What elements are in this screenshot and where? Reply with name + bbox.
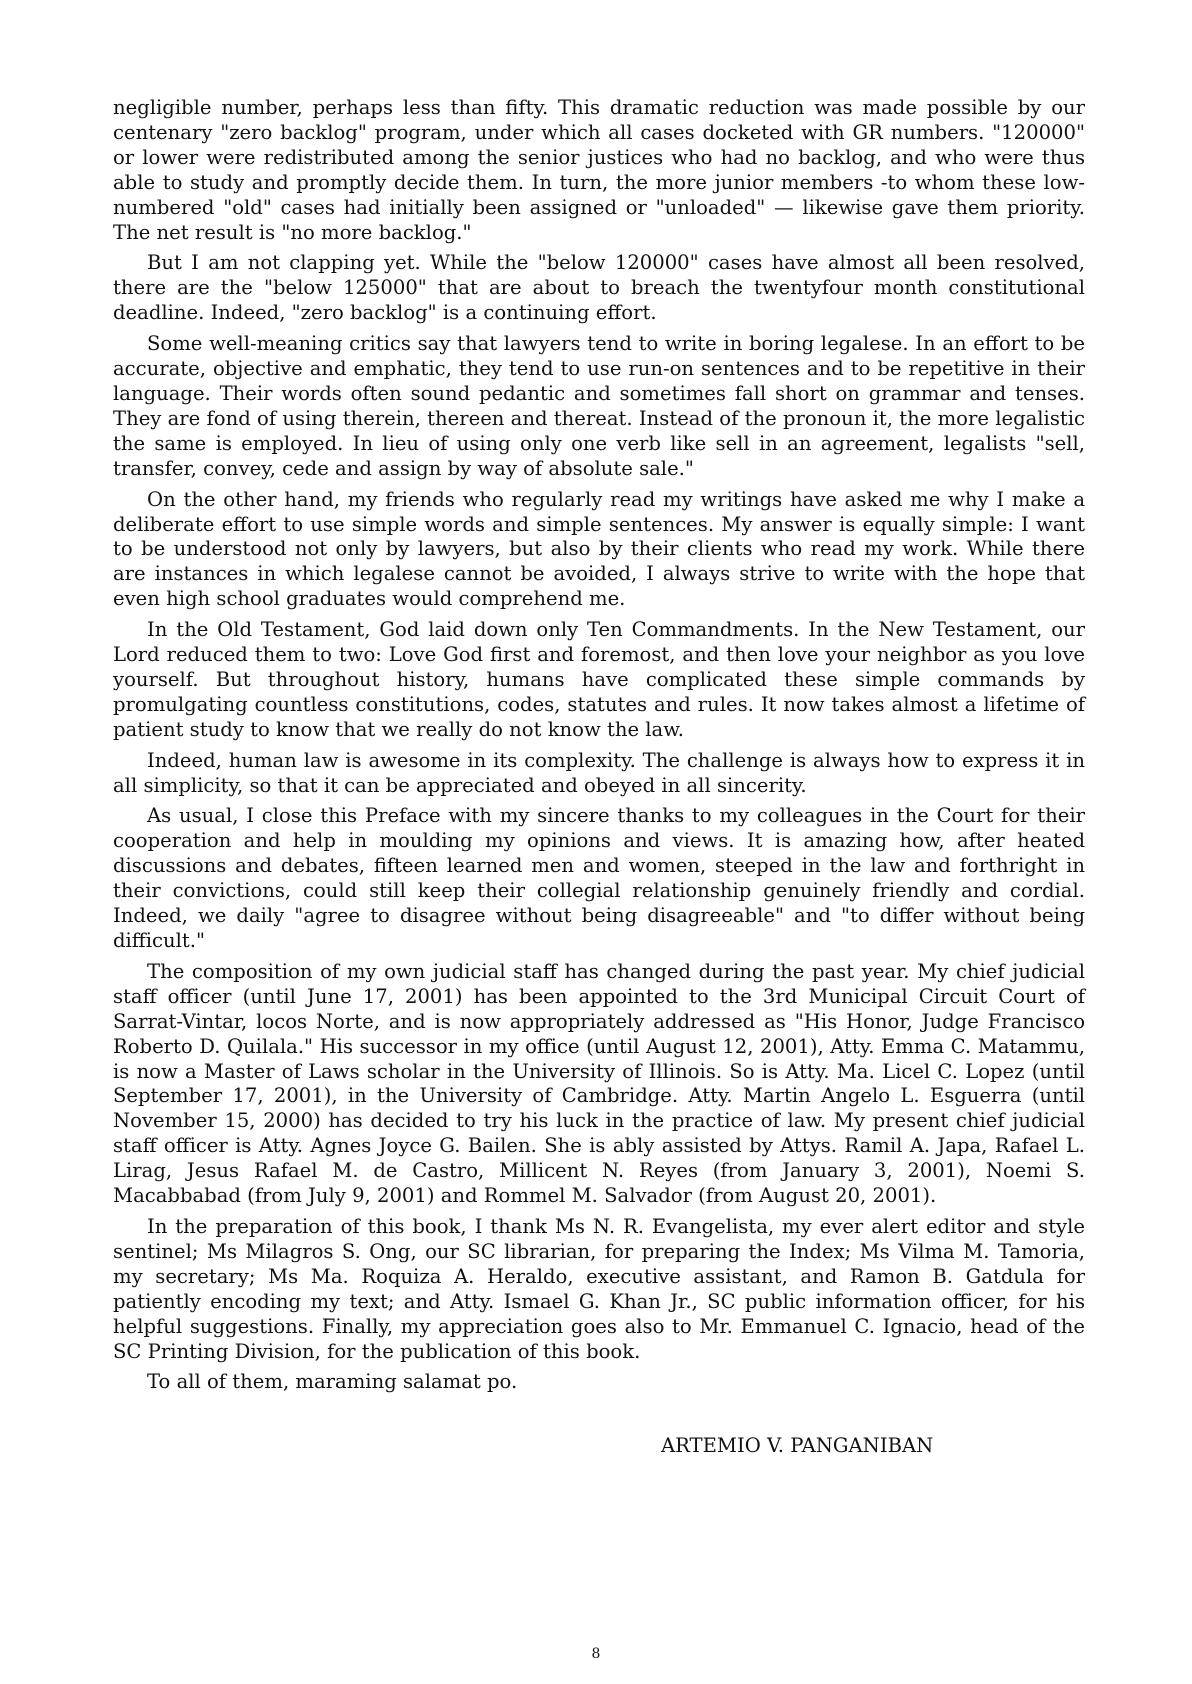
paragraph-judicial-staff: The composition of my own judicial staff has changed during the past year. My chief judicial staff officer (until June 17, 2001) has been appointed to the 3rd Municipal Circuit Court of Sarrat-Vintar, locos Norte, and is now appropriately addressed as "His Honor, Judge Francisco Roberto D. Quilala." His successor in my office (until August 12, 2001), Atty. Emma C. Matammu, is now a Master of Laws scholar in the University of Illinois. So is Atty. Ma. Licel C. Lopez (until September 17, 2001), in the University of Cambridge. Atty. Martin Angelo L. Esguerra (until November 15, 2000) has decided to try his luck in the practice of law. My present chief judicial staff officer is Atty. Agnes Joyce G. Bailen. She is ably assisted by Attys. Ramil A. Japa, Rafael L. Lirag, Jesus Rafael M. de Castro, Millicent N. Reyes (from January 3, 2001), Noemi S. Macabbabad (from July 9, 2001) and Rommel M. Salvador (from August 20, 2001). (113, 959, 1085, 1208)
paragraph-closing: To all of them, maraming salamat po. (147, 1370, 518, 1394)
paragraph-not-clapping: But I am not clapping yet. While the "below 120000" cases have almost all been resolved, there are the "below 125000" that are about to breach the twentyfour month constitutional deadline. Indeed, "zero backlog" is a continuing effort. (113, 251, 1085, 325)
paragraph-thanks-colleagues: As usual, I close this Preface with my sincere thanks to my colleagues in the Court for their cooperation and help in moulding my opinions and views. It is amazing how, after heated discussions and debates, fifteen learned men and women, steeped in the law and forthright in their convictions, could still keep their collegial relationship genuinely friendly and cordial. Indeed, we daily "agree to disagree without being disagreeable" and "to differ without being difficult." (113, 804, 1085, 952)
paragraph-book-preparation: In the preparation of this book, I thank Ms N. R. Evangelista, my ever alert editor and style sentinel; Ms Milagros S. Ong, our SC librarian, for preparing the Index; Ms Vilma M. Tamoria, my secretary; Ms Ma. Roquiza A. Heraldo, executive assistant, and Ramon B. Gatdula for patiently encoding my text; and Atty. Ismael G. Khan Jr., SC public information officer, for his helpful suggestions. Finally, my appreciation goes also to Mr. Emmanuel C. Ignacio, head of the SC Printing Division, for the publication of this book. (113, 1214, 1085, 1363)
paragraph-backlog-result: negligible number, perhaps less than fifty. This dramatic reduction was made possible by our centenary "zero backlog" program, under which all cases docketed with GR numbers. "120000" or lower were redistributed among the senior justices who had no backlog, and who were thus able to study and promptly decide them. In turn, the more junior members -to whom these low-numbered "old" cases had initially been assigned or "unloaded" — likewise gave them priority. The net result is "no more backlog." (113, 96, 1085, 244)
paragraph-simple-words: On the other hand, my friends who regularly read my writings have asked me why I make a deliberate effort to use simple words and simple sentences. My answer is equally simple: I want to be understood not only by lawyers, but also by their clients who read my work. While there are instances in which legalese cannot be avoided, I always strive to write with the hope that even high school graduates would comprehend me. (113, 487, 1085, 611)
page-number: 8 (591, 1646, 601, 1662)
paragraph-legalese-critics: Some well-meaning critics say that lawyers tend to write in boring legalese. In an effort to be accurate, objective and emphatic, they tend to use run-on sentences and to be repetitive in their language. Their words often sound pedantic and sometimes fall short on grammar and tenses. They are fond of using therein, thereen and thereat. Instead of the pronoun it, the more legalistic the same is employed. In lieu of using only one verb like sell in an agreement, legalists "sell, transfer, convey, cede and assign by way of absolute sale." (113, 332, 1085, 480)
document-body (113, 96, 1085, 1401)
author-signature: ARTEMIO V. PANGANIBAN (661, 1434, 934, 1457)
paragraph-commandments: In the Old Testament, God laid down only Ten Commandments. In the New Testament, our Lord reduced them to two: Love God first and foremost, and then love your neighbor as you love yourself. But throughout history, humans have complicated these simple commands by promulgating countless constitutions, codes, statutes and rules. It now takes almost a lifetime of patient study to know that we really do not know the law. (113, 618, 1085, 741)
paragraph-human-law: Indeed, human law is awesome in its complexity. The challenge is always how to express it in all simplicity, so that it can be appreciated and obeyed in all sincerity. (113, 748, 1085, 797)
